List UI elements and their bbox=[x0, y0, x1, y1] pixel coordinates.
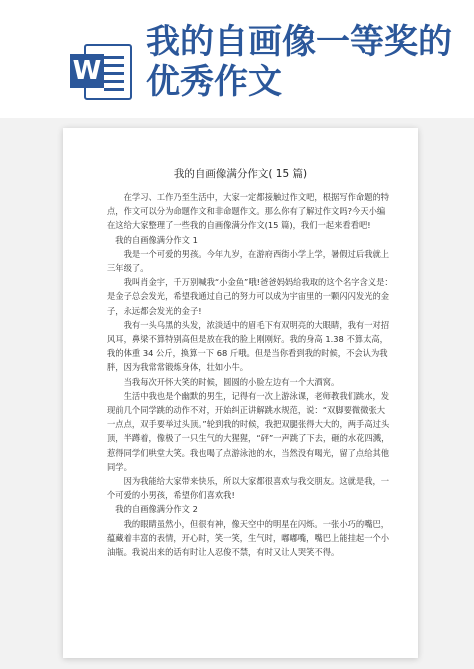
paragraph: 我的眼睛虽然小，但很有神，像天空中的明星在闪烁。一张小巧的嘴巴，蕴藏着丰富的表情，开心时，笑一笑，生气时，嘟嘟嘴，嘴巴上能挂起一个小油瓶。我说出来的话有时让人忍俊不禁，有时又让人哭笑不得。 bbox=[107, 518, 390, 558]
word-letter-icon: W bbox=[70, 54, 104, 88]
header-banner bbox=[0, 0, 474, 118]
paragraph: 我叫肖金宇，千万别喊我“小金鱼”哦!爸爸妈妈给我取的这个名字含义是：是金子总会发光，希望我通过自己的努力可以成为宇宙里的一颗闪闪发光的金子，永远都会发光的金子! bbox=[107, 277, 393, 316]
paragraph: 我是一个可爱的男孩。今年九岁，在游府西街小学上学，暑假过后我就上三年级了。 bbox=[107, 248, 390, 274]
paragraph: 我有一头乌黑的头发，浓淡适中的眉毛下有双明亮的大眼睛，我有一对招风耳，鼻梁不算特别高但是放在我的脸上刚刚好。我的身高 1.38 不算太高，我的体重 34 公斤，换算一下 68 斤哦。但是当你看到我的时候，不会认为我胖，因为我常常锻炼身体，壮如小牛。 bbox=[107, 319, 390, 373]
document-body bbox=[107, 190, 393, 559]
paragraph: 当我每次开怀大笑的时候，圆圆的小脸左边有一个大酒窝。 bbox=[123, 376, 340, 387]
word-document-icon bbox=[70, 40, 130, 100]
section-heading: 我的自画像满分作文 2 bbox=[115, 504, 198, 515]
paragraph: 生活中我也是个幽默的男生，记得有一次上游泳课，老师教我们跳水，发现前几个同学跳的动作不对，开始纠正讲解跳水规范，说：“双脚要微微张大一点点，双手要举过头顶。”轮到我的时候，我把双腿张得大大的，两手高过头顶，半蹲着，像极了一只生气的大猩猩，“砰”一声跳了下去，砸的水花四溅，惹得同学们哄堂大笑。我也喝了点游泳池的水，当然没有喝光，留了点给其他同学。 bbox=[107, 390, 390, 472]
document-title: 我的自画像满分作文( 15 篇) bbox=[173, 168, 308, 180]
paragraph: 因为我能给大家带来快乐，所以大家都很喜欢与我交朋友。这就是我，一个可爱的小男孩，希望你们喜欢我! bbox=[107, 476, 390, 501]
paragraph: 在学习、工作乃至生活中，大家一定都接触过作文吧，根据写作命题的特点，作文可以分为命题作文和非命题作文。那么你有了解过作文吗?今天小编在这给大家整理了一些我的自画像满分作文(15 篇)，我们一起来看看吧! bbox=[107, 192, 390, 231]
page-title: 我的自画像一等奖的优秀作文 bbox=[146, 22, 452, 102]
section-heading: 我的自画像满分作文 1 bbox=[115, 234, 198, 245]
document-page bbox=[63, 128, 418, 658]
